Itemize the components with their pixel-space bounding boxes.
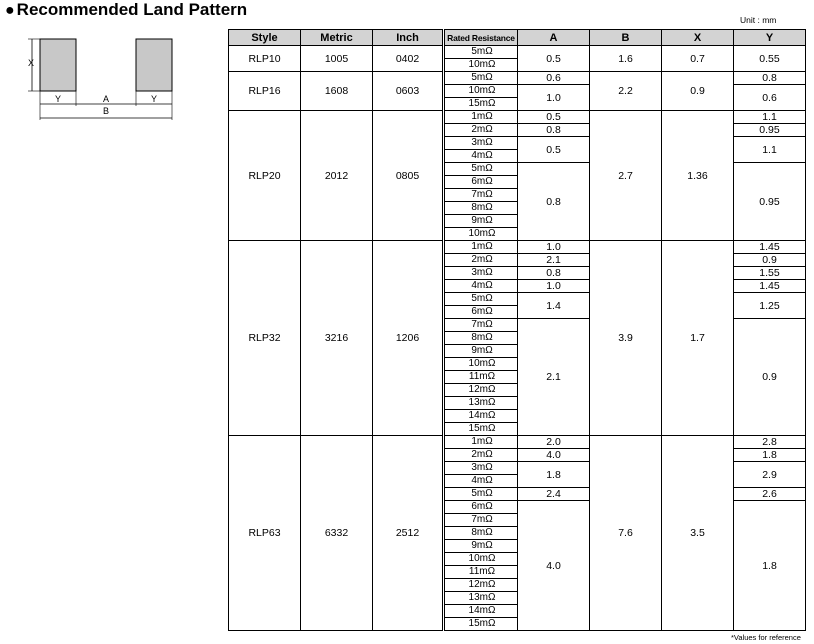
style-cell: RLP16 [229, 72, 301, 111]
y-value-cell: 0.55 [734, 46, 806, 72]
inch-cell: 0805 [373, 111, 443, 241]
header-metric: Metric [301, 30, 373, 46]
y-value-cell: 1.55 [734, 267, 806, 280]
b-value-cell: 2.7 [590, 111, 662, 241]
resistance-cell: 6mΩ [445, 306, 518, 319]
resistance-cell: 7mΩ [445, 189, 518, 202]
y-value-cell: 1.8 [734, 449, 806, 462]
a-value-cell: 0.8 [518, 267, 590, 280]
table-row [229, 72, 806, 85]
header-a: A [518, 30, 590, 46]
resistance-cell: 15mΩ [445, 98, 518, 111]
y-value-cell: 0.9 [734, 319, 806, 436]
b-value-cell: 2.2 [590, 72, 662, 111]
a-value-cell: 1.0 [518, 241, 590, 254]
b-value-cell: 7.6 [590, 436, 662, 631]
a-value-cell: 1.8 [518, 462, 590, 488]
resistance-cell: 5mΩ [445, 293, 518, 306]
table-row [229, 111, 806, 124]
header-inch: Inch [373, 30, 443, 46]
a-value-cell: 4.0 [518, 501, 590, 631]
metric-cell: 2012 [301, 111, 373, 241]
y-value-cell: 2.9 [734, 462, 806, 488]
header-row [229, 30, 806, 46]
y-value-cell: 0.6 [734, 85, 806, 111]
x-value-cell: 0.9 [662, 72, 734, 111]
a-value-cell: 0.5 [518, 137, 590, 163]
resistance-cell: 5mΩ [445, 163, 518, 176]
y-value-cell: 0.95 [734, 163, 806, 241]
y-value-cell: 0.95 [734, 124, 806, 137]
resistance-cell: 4mΩ [445, 150, 518, 163]
resistance-cell: 12mΩ [445, 384, 518, 397]
resistance-cell: 1mΩ [445, 436, 518, 449]
resistance-cell: 15mΩ [445, 618, 518, 631]
unit-note: Unit : mm [740, 15, 777, 25]
a-value-cell: 0.8 [518, 124, 590, 137]
table-row [229, 436, 806, 449]
style-cell: RLP20 [229, 111, 301, 241]
header-b: B [590, 30, 662, 46]
metric-cell: 6332 [301, 436, 373, 631]
resistance-cell: 12mΩ [445, 579, 518, 592]
title-text: Recommended Land Pattern [16, 0, 248, 19]
resistance-cell: 5mΩ [445, 72, 518, 85]
resistance-cell: 13mΩ [445, 592, 518, 605]
resistance-cell: 5mΩ [445, 46, 518, 59]
resistance-cell: 4mΩ [445, 280, 518, 293]
resistance-cell: 8mΩ [445, 202, 518, 215]
resistance-cell: 3mΩ [445, 267, 518, 280]
y-value-cell: 1.25 [734, 293, 806, 319]
a-value-cell: 1.4 [518, 293, 590, 319]
resistance-cell: 9mΩ [445, 215, 518, 228]
y-value-cell: 1.45 [734, 241, 806, 254]
inch-cell: 0603 [373, 72, 443, 111]
resistance-cell: 7mΩ [445, 514, 518, 527]
resistance-cell: 9mΩ [445, 540, 518, 553]
resistance-cell: 14mΩ [445, 605, 518, 618]
a-value-cell: 2.4 [518, 488, 590, 501]
label-y-left: Y [54, 94, 61, 104]
resistance-cell: 3mΩ [445, 137, 518, 150]
resistance-cell: 6mΩ [445, 501, 518, 514]
a-value-cell: 4.0 [518, 449, 590, 462]
resistance-cell: 8mΩ [445, 332, 518, 345]
bullet-icon: ● [5, 2, 15, 19]
resistance-cell: 5mΩ [445, 488, 518, 501]
label-x: X [27, 58, 34, 68]
inch-cell: 2512 [373, 436, 443, 631]
land-pattern-diagram [22, 34, 182, 124]
resistance-cell: 2mΩ [445, 124, 518, 137]
resistance-cell: 9mΩ [445, 345, 518, 358]
a-value-cell: 0.5 [518, 111, 590, 124]
a-value-cell: 1.0 [518, 85, 590, 111]
label-b: B [102, 106, 109, 116]
resistance-cell: 4mΩ [445, 475, 518, 488]
page-title [5, 0, 247, 21]
a-value-cell: 1.0 [518, 280, 590, 293]
style-cell: RLP10 [229, 46, 301, 72]
right-pad [136, 39, 172, 91]
resistance-cell: 1mΩ [445, 111, 518, 124]
resistance-cell: 1mΩ [445, 241, 518, 254]
header-x: X [662, 30, 734, 46]
resistance-cell: 2mΩ [445, 254, 518, 267]
resistance-cell: 10mΩ [445, 228, 518, 241]
resistance-cell: 13mΩ [445, 397, 518, 410]
x-value-cell: 1.36 [662, 111, 734, 241]
resistance-cell: 10mΩ [445, 553, 518, 566]
resistance-cell: 8mΩ [445, 527, 518, 540]
resistance-cell: 11mΩ [445, 371, 518, 384]
label-a: A [102, 94, 109, 104]
b-value-cell: 3.9 [590, 241, 662, 436]
inch-cell: 1206 [373, 241, 443, 436]
header-style: Style [229, 30, 301, 46]
resistance-cell: 2mΩ [445, 449, 518, 462]
table-row [229, 46, 806, 59]
metric-cell: 3216 [301, 241, 373, 436]
y-value-cell: 1.45 [734, 280, 806, 293]
metric-cell: 1005 [301, 46, 373, 72]
footnote: *Values for reference [731, 633, 801, 642]
a-value-cell: 2.0 [518, 436, 590, 449]
a-value-cell: 0.6 [518, 72, 590, 85]
y-value-cell: 1.1 [734, 137, 806, 163]
inch-cell: 0402 [373, 46, 443, 72]
y-value-cell: 2.6 [734, 488, 806, 501]
table-body [229, 46, 806, 631]
resistance-cell: 10mΩ [445, 85, 518, 98]
y-value-cell: 0.8 [734, 72, 806, 85]
resistance-cell: 3mΩ [445, 462, 518, 475]
label-y-right: Y [150, 94, 157, 104]
resistance-cell: 10mΩ [445, 358, 518, 371]
a-value-cell: 2.1 [518, 319, 590, 436]
resistance-cell: 14mΩ [445, 410, 518, 423]
style-cell: RLP32 [229, 241, 301, 436]
x-value-cell: 3.5 [662, 436, 734, 631]
a-value-cell: 0.8 [518, 163, 590, 241]
header-y: Y [734, 30, 806, 46]
x-value-cell: 1.7 [662, 241, 734, 436]
table-row [229, 241, 806, 254]
resistance-cell: 15mΩ [445, 423, 518, 436]
x-value-cell: 0.7 [662, 46, 734, 72]
a-value-cell: 2.1 [518, 254, 590, 267]
land-pattern-table [228, 29, 806, 631]
resistance-cell: 7mΩ [445, 319, 518, 332]
header-rated-resistance: Rated Resistance [445, 30, 518, 46]
resistance-cell: 10mΩ [445, 59, 518, 72]
y-value-cell: 1.8 [734, 501, 806, 631]
y-value-cell: 2.8 [734, 436, 806, 449]
left-pad [40, 39, 76, 91]
metric-cell: 1608 [301, 72, 373, 111]
b-value-cell: 1.6 [590, 46, 662, 72]
y-value-cell: 1.1 [734, 111, 806, 124]
a-value-cell: 0.5 [518, 46, 590, 72]
style-cell: RLP63 [229, 436, 301, 631]
resistance-cell: 6mΩ [445, 176, 518, 189]
resistance-cell: 11mΩ [445, 566, 518, 579]
y-value-cell: 0.9 [734, 254, 806, 267]
